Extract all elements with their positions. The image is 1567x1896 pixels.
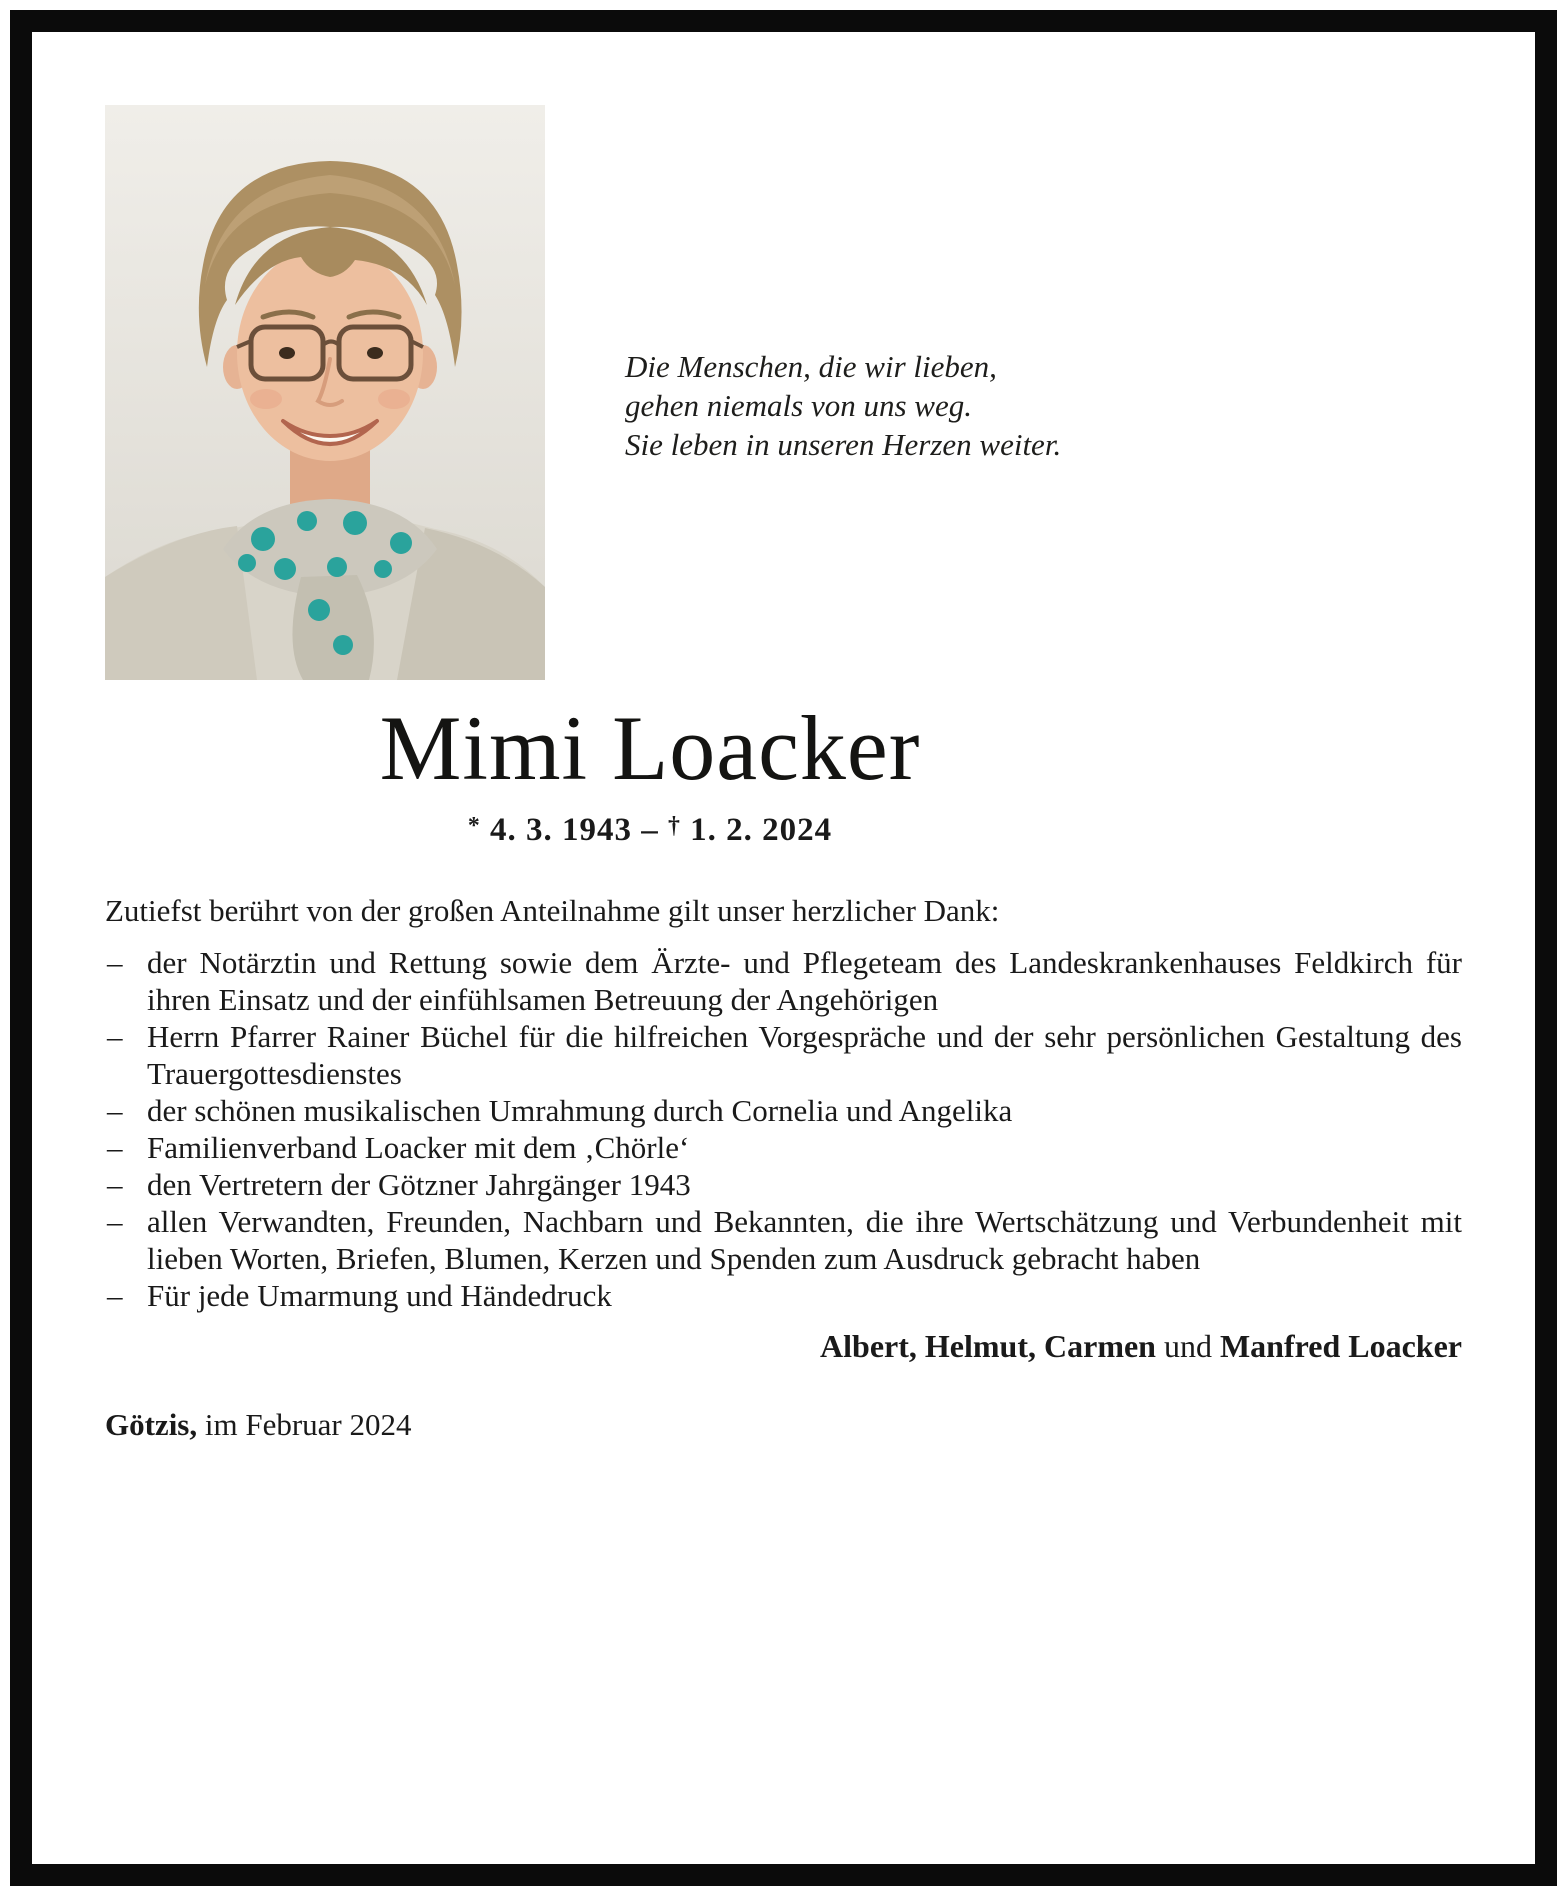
thanks-item: [105, 1018, 1462, 1092]
photo-quote-row: [105, 32, 1462, 680]
thanks-item: [105, 1277, 1462, 1314]
thanks-list: [105, 944, 1462, 1314]
dates-separator: –: [641, 812, 659, 848]
signature-names-bold: Albert, Helmut, Carmen: [820, 1328, 1156, 1364]
heading-block: [105, 697, 1195, 850]
thanks-item: [105, 1166, 1462, 1203]
portrait-photo: [105, 105, 545, 680]
place-date-line: [105, 1406, 1462, 1444]
list-dash: –: [107, 1093, 123, 1128]
deceased-name: Mimi Loacker: [379, 697, 921, 799]
birth-symbol: *: [467, 813, 481, 839]
thanks-intro: Zutiefst berührt von der großen Anteilnahme gilt unser herzlicher Dank:: [105, 893, 1000, 928]
list-dash: –: [107, 1019, 123, 1054]
thanks-item-text: der Notärztin und Rettung sowie dem Ärzte- und Pflegeteam des Landeskrankenhauses Feldkirch für ihren Einsatz und der einfühlsamen Betreuung der Angehörigen: [147, 945, 1462, 1017]
list-dash: –: [107, 1278, 123, 1313]
thanks-item: [105, 944, 1462, 1018]
place-name: Götzis,: [105, 1407, 198, 1442]
list-dash: –: [107, 1167, 123, 1202]
thanks-item-text: den Vertretern der Götzner Jahrgänger 1943: [147, 1167, 691, 1202]
birth-date: 4. 3. 1943: [490, 812, 632, 848]
quote-line-1: Die Menschen, die wir lieben,: [625, 349, 997, 384]
thanks-item: [105, 1092, 1462, 1129]
quote-line-3: Sie leben in unseren Herzen weiter.: [625, 427, 1062, 462]
signature-line: [105, 1326, 1462, 1366]
thanks-item-text: allen Verwandten, Freunden, Nachbarn und Bekannten, die ihre Wertschätzung und Verbundenheit mit lieben Worten, Briefen, Blumen, Kerzen und Spenden zum Ausdruck gebracht haben: [147, 1204, 1462, 1276]
life-dates: [105, 806, 1195, 850]
list-dash: –: [107, 1130, 123, 1165]
death-symbol: †: [668, 813, 681, 839]
death-date: 1. 2. 2024: [690, 812, 833, 848]
list-dash: –: [107, 1204, 123, 1239]
thanks-item-text: Für jede Umarmung und Händedruck: [147, 1278, 612, 1313]
thanks-item-text: Familienverband Loacker mit dem ‚Chörle‘: [147, 1130, 690, 1165]
signature-connector: und: [1163, 1328, 1212, 1364]
date-text: im Februar 2024: [204, 1407, 412, 1442]
signature-name-bold: Manfred Loacker: [1219, 1328, 1462, 1364]
thanks-item: [105, 1203, 1462, 1277]
thanks-item-text: Herrn Pfarrer Rainer Büchel für die hilfreichen Vorgespräche und der sehr persönlichen Gestaltung des Trauergottesdienstes: [147, 1019, 1462, 1091]
quote-line-2: gehen niemals von uns weg.: [625, 388, 972, 423]
memorial-quote: [625, 347, 1061, 464]
obituary-card: [10, 10, 1557, 1886]
thanks-item-text: der schönen musikalischen Umrahmung durch Cornelia und Angelika: [147, 1093, 1013, 1128]
thanks-item: [105, 1129, 1462, 1166]
list-dash: –: [107, 945, 123, 980]
